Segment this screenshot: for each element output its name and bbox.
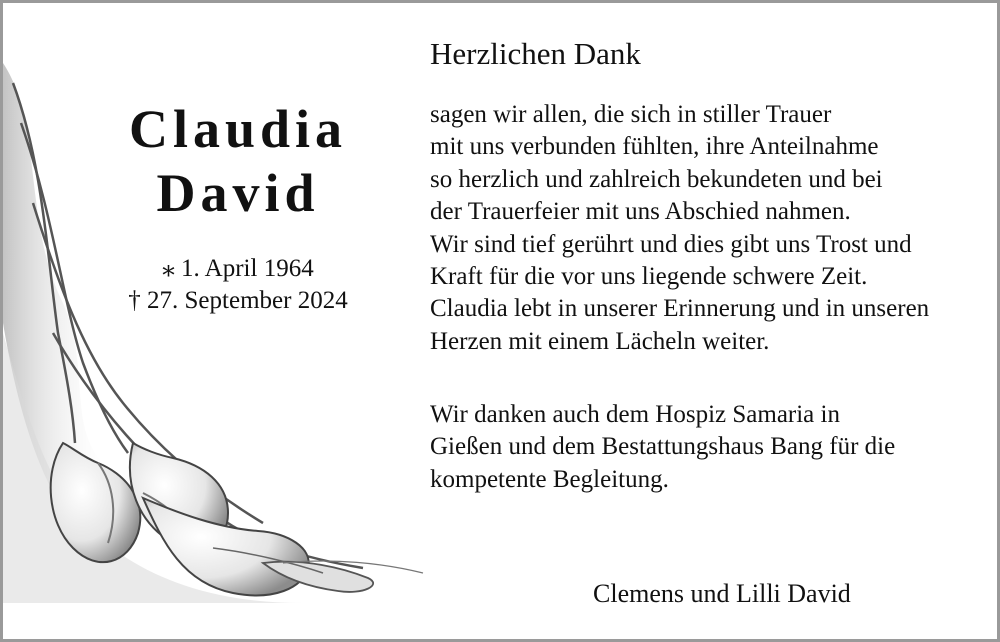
deceased-first-name: Claudia bbox=[128, 99, 348, 159]
text-line: mit uns verbunden fühlten, ihre Anteilnahme bbox=[430, 133, 879, 161]
hospice-thanks-paragraph bbox=[430, 399, 895, 496]
birth-date: ⁎ 1. April 1964 bbox=[162, 255, 314, 282]
text-line: der Trauerfeier mit uns Abschied nahmen. bbox=[430, 198, 851, 226]
text-line: Herzen mit einem Lächeln weiter. bbox=[430, 327, 770, 355]
text-line: Wir sind tief gerührt und dies gibt uns Trost und bbox=[430, 230, 912, 258]
text-line: Claudia lebt in unserer Erinnerung und in unseren bbox=[430, 295, 930, 323]
text-line: Wir danken auch dem Hospiz Samaria in bbox=[430, 401, 840, 428]
deceased-last-name: David bbox=[156, 163, 320, 223]
thanks-heading: Herzlichen Dank bbox=[430, 36, 641, 71]
text-line: kompetente Begleitung. bbox=[430, 465, 669, 493]
text-line: Kraft für die vor uns liegende schwere Zeit. bbox=[430, 263, 868, 291]
obituary-card bbox=[3, 3, 997, 639]
text-line: so herzlich und zahlreich bekundeten und bei bbox=[430, 165, 883, 193]
death-date: † 27. September 2024 bbox=[128, 287, 348, 314]
text-line: Gießen und dem Bestattungshaus Bang für die bbox=[430, 433, 896, 461]
thanks-paragraph bbox=[430, 99, 929, 358]
family-signature: Clemens und Lilli David bbox=[593, 579, 851, 608]
text-line: sagen wir allen, die sich in stiller Trauer bbox=[430, 101, 832, 128]
